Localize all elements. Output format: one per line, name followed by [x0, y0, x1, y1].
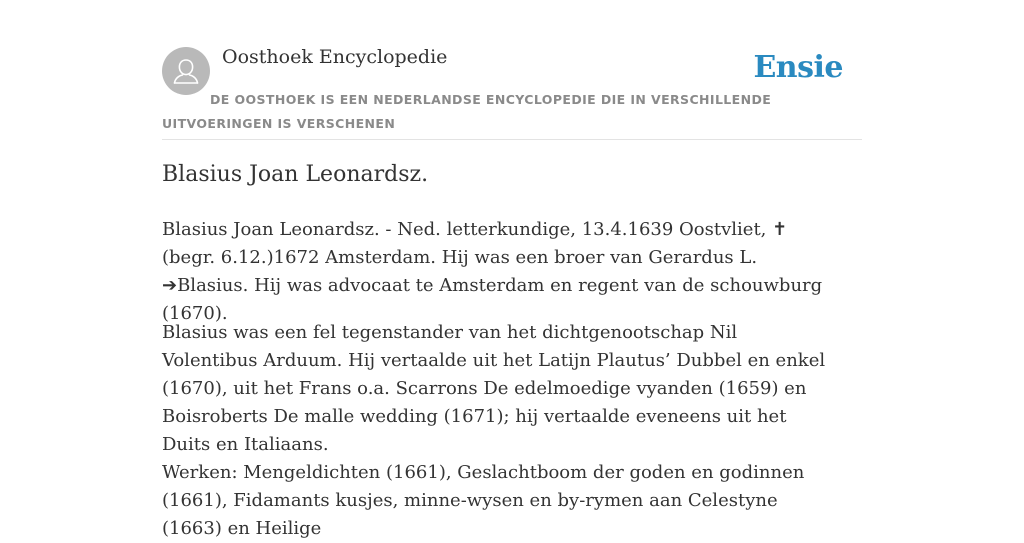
- article-paragraph: Werken: Mengeldichten (1661), Geslachtboom der goden en godinnen (1661), Fidamants kusjes, minne-wysen en by-rymen aan Celestyne (1663) en Heilige: [162, 462, 805, 539]
- page: [162, 0, 862, 539]
- article-title: Blasius Joan Leonardsz.: [162, 162, 429, 187]
- article-paragraph: Blasius Joan Leonardsz. - Ned. letterkundige, 13.4.1639 Oostvliet, ✝ (begr. 6.12.)1672 Amsterdam. Hij was een broer van Gerardus L. ➔Blasius. Hij was advocaat te Amsterdam en regent van de schouwburg (1670).: [162, 219, 823, 324]
- site-tagline: DE OOSTHOEK IS EEN NEDERLANDSE ENCYCLOPEDIE DIE IN VERSCHILLENDE UITVOERINGEN IS VERSCHENEN: [162, 92, 772, 131]
- article-paragraph: Blasius was een fel tegenstander van het dichtgenootschap Nil Volentibus Arduum. Hij vertaalde uit het Latijn Plautus’ Dubbel en enkel (1670), uit het Frans o.a. Scarrons De edelmoedige vyanden (1659) en Boisroberts De malle wedding (1671); hij vertaalde eveneens uit het Duits en Italiaans.: [162, 322, 826, 455]
- header-divider: [162, 139, 862, 140]
- site-name[interactable]: Oosthoek Encyclopedie: [222, 46, 448, 68]
- brand-logo[interactable]: Ensie: [753, 50, 843, 85]
